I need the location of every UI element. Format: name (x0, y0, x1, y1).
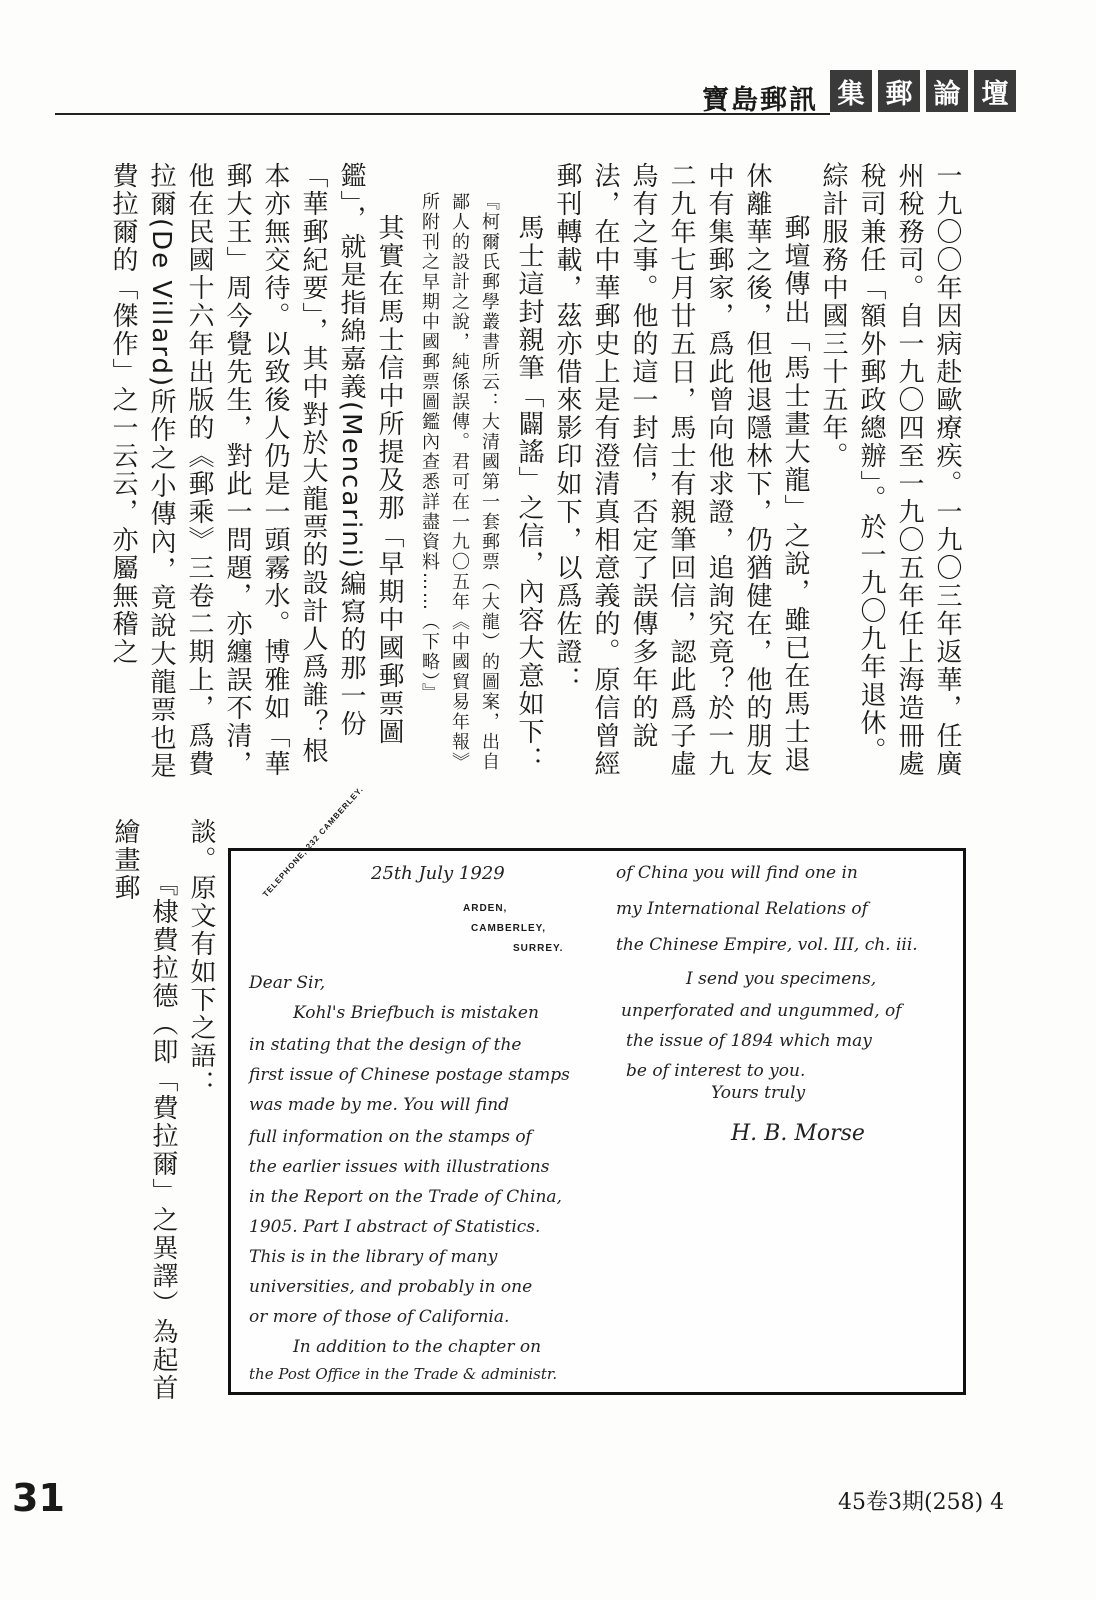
letter-facsimile (228, 784, 966, 1395)
letter-line: my International Relations of (616, 899, 868, 919)
publication-title: 寶島郵訊 (702, 85, 818, 116)
issue-number: 45卷3期(258) 4 (838, 1490, 1005, 1515)
letter-line: In addition to the chapter on (293, 1337, 542, 1357)
letter-line: the Post Office in the Trade & administr. (249, 1365, 558, 1383)
letter-line: unperforated and ungummed, of (621, 1001, 902, 1021)
letter-line: the issue of 1894 which may (626, 1031, 872, 1051)
letter-address-line: SURREY. (513, 943, 564, 954)
letter-address-line: ARDEN, (463, 903, 508, 914)
block-quote: 『柯爾氏郵學叢書所云：大清國第一套郵票（大龍）的圖案，出自鄙人的設計之說，純係誤傳。君可在一九〇五年《中國貿易年報》所附刊之早期中國郵票圖鑑內查悉詳盡資料……（下略）』 (419, 192, 500, 772)
letter-telephone: TELEPHONE, 232 CAMBERLEY. (261, 784, 366, 900)
letter-line: universities, and probably in one (249, 1277, 533, 1297)
paragraph: 一九〇〇年因病赴歐療疾。一九〇三年返華，任廣州稅務司。自一九〇四至一九〇五年任上海造冊處稅司兼任「額外郵政總辦」。於一九〇九年退休。綜計服務中國三十五年。 (818, 162, 962, 778)
letter-line: in stating that the design of the (249, 1035, 522, 1055)
paragraph: 郵壇傳出「馬士畫大龍」之說，雖已在馬士退休離華之後，但他退隱林下，仍猶健在，他的朋友中有集郵家，爲此曾向他求證，追詢究竟？於一九二九年七月廿五日，馬士有親筆回信，認此爲子虛烏有之事。他的這一封信，否定了誤傳多年的說法，在中華郵史上是有澄清真相意義的。原信曾經郵刊轉載，茲亦借來影印如下，以爲佐證： (552, 162, 810, 778)
letter-line: Dear Sir, (249, 973, 326, 993)
paragraph: 馬士這封親筆「闢謠」之信，內容大意如下： (514, 214, 544, 774)
article-continuation (110, 818, 220, 1408)
page-number: 31 (12, 1476, 65, 1520)
letter-line: Yours truly (711, 1083, 806, 1103)
section-tile: 論 (926, 70, 968, 112)
paragraph: 談。原文有如下之語： (186, 818, 216, 1098)
letter-line: be of interest to you. (626, 1061, 806, 1081)
letter-line: This is in the library of many (249, 1247, 498, 1267)
article-body (106, 162, 966, 782)
letter-line: was made by me. You will find (249, 1095, 510, 1115)
section-tile: 郵 (878, 70, 920, 112)
letter-line: Kohl's Briefbuch is mistaken (293, 1003, 539, 1023)
letter-line: 1905. Part I abstract of Statistics. (249, 1217, 541, 1237)
section-tile: 壇 (974, 70, 1016, 112)
letter-line: I send you specimens, (686, 969, 877, 989)
letter-line: of China you will find one in (616, 863, 858, 883)
letter-address-line: CAMBERLEY, (471, 923, 547, 934)
letter-line: full information on the stamps of (249, 1127, 532, 1147)
section-tiles (830, 70, 1016, 112)
letter-date: 25th July 1929 (371, 863, 505, 884)
letter-line: in the Report on the Trade of China, (249, 1187, 562, 1207)
letter-line: first issue of Chinese postage stamps (249, 1065, 570, 1085)
paragraph: 其實在馬士信中所提及那「早期中國郵票圖鑑」，就是指綿嘉義(Mencarini)編寫的那一份「華郵紀要」，其中對於大龍票的設計人爲誰？根本亦無交待。以致後人仍是一頭霧水。博雅如「華郵大王」周今覺先生，對此一問題，亦纏誤不清，他在民國十六年出版的《郵乘》三卷二期上，爲費拉爾(De Villard)所作之小傳內，竟說大龍票也是費拉爾的「傑作」之一云云，亦屬無稽之 (108, 162, 404, 781)
letter-line: the earlier issues with illustrations (249, 1157, 550, 1177)
letter-line: or more of those of California. (249, 1307, 510, 1327)
letter-line: the Chinese Empire, vol. III, ch. iii. (616, 935, 918, 955)
letter-signature: H. B. Morse (731, 1121, 865, 1146)
quote-continuation: 『棣費拉德（即「費拉爾」之異譯）為起首繪畫郵 (110, 818, 178, 1402)
section-tile: 集 (830, 70, 872, 112)
